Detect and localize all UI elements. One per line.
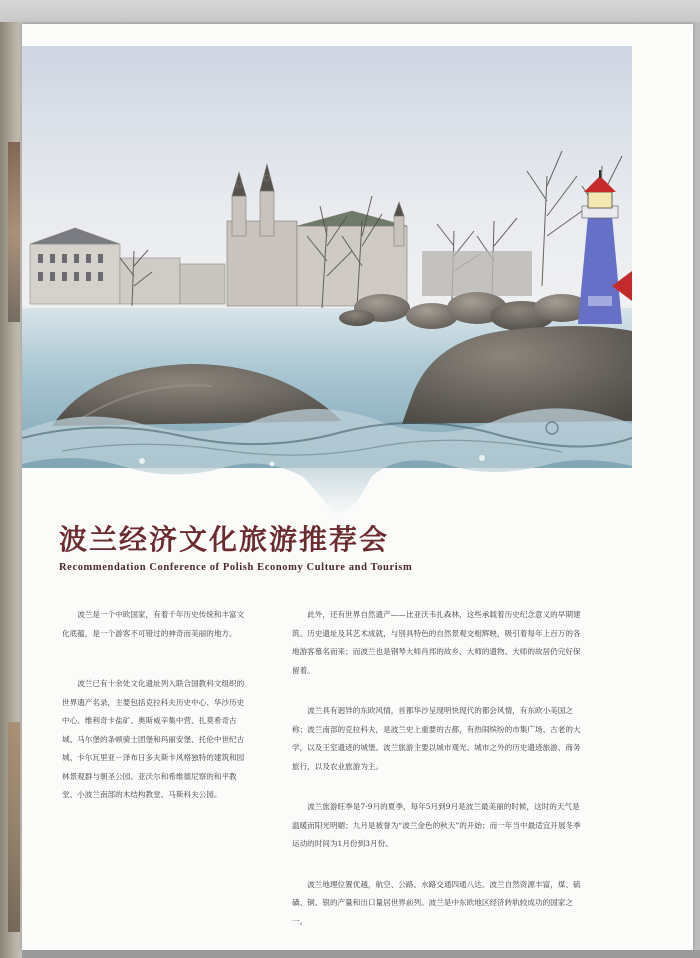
right-text-column <box>292 606 582 950</box>
scan-bottom-edge <box>22 950 700 958</box>
spine-photo-strip <box>8 142 20 322</box>
paragraph: 波兰旅游旺季是7-9月的夏季，每年5月到9月是波兰最美丽的时候，这时的天气是温暖而阳光明媚；九月是被誉为“波兰金色的秋天”的开始；而一年当中最适宜开展冬季运动的时间为1月份到3月份。 <box>292 802 581 848</box>
magazine-page <box>22 24 693 950</box>
page-title: 波兰经济文化旅游推荐会 <box>59 523 390 556</box>
paragraph: 波兰已有十余处文化遗址列入联合国教科文组织的世界遗产名录，主要包括克拉科夫历史中心、华沙历史中心、维利奇卡盐矿、奥斯威辛集中营、扎莫希奇古城、马尔堡的条顿骑士团堡和玛丽安堡、托伦中世纪古城、卡尔瓦里亚－泽布日多夫斯卡风格独特的建筑和园林景观群与朝圣公园、亚沃尔和希维德尼察的和平教堂、小波兰南部的木结构教堂、马斯科夫公园。 <box>62 679 245 799</box>
paragraph: 波兰具有迥异的东欧风情，首都华沙呈现明快现代的都会风情，有东欧小美国之称；波兰南部的克拉科夫，是波兰史上重要的古都，有热闹缤纷的市集广场、古老的大学，以及王室遗迹的城堡。波兰旅游主要以城市观光、城市之外的历史遗迹旅游、商务旅行，以及农业旅游为主。 <box>292 706 581 771</box>
paragraph: 波兰地理位置优越，航空、公路、水路交通四通八达。波兰自然资源丰富，煤、硫磺、铜、银的产量和出口量居世界前列。波兰是中东欧地区经济转轨较成功的国家之一。 <box>292 879 581 926</box>
previous-page-spine <box>0 22 22 958</box>
paragraph: 此外，还有世界自然遗产——比亚沃韦扎森林，这些承载着历史纪念意义的早期建筑、历史遗址及其艺术成就，与別具特色的自然景观交相辉映，吸引着每年上百万的各地游客慕名而来；而波兰也是钢琴大师肖邦的故乡、大师的遗物、大师的故居仍完好保留着。 <box>292 610 581 675</box>
spine-photo-strip <box>8 722 20 932</box>
english-subtitle: Recommendation Conference of Polish Economy Culture and Tourism <box>59 562 413 573</box>
paragraph: 波兰是一个中欧国家，有着千年历史传统和丰富文化底蕴，是一个游客不可错过的神奇而美丽的地方。 <box>62 610 245 638</box>
hero-illustration <box>22 46 632 516</box>
scan-top-edge <box>0 0 700 22</box>
left-text-column <box>62 606 248 837</box>
